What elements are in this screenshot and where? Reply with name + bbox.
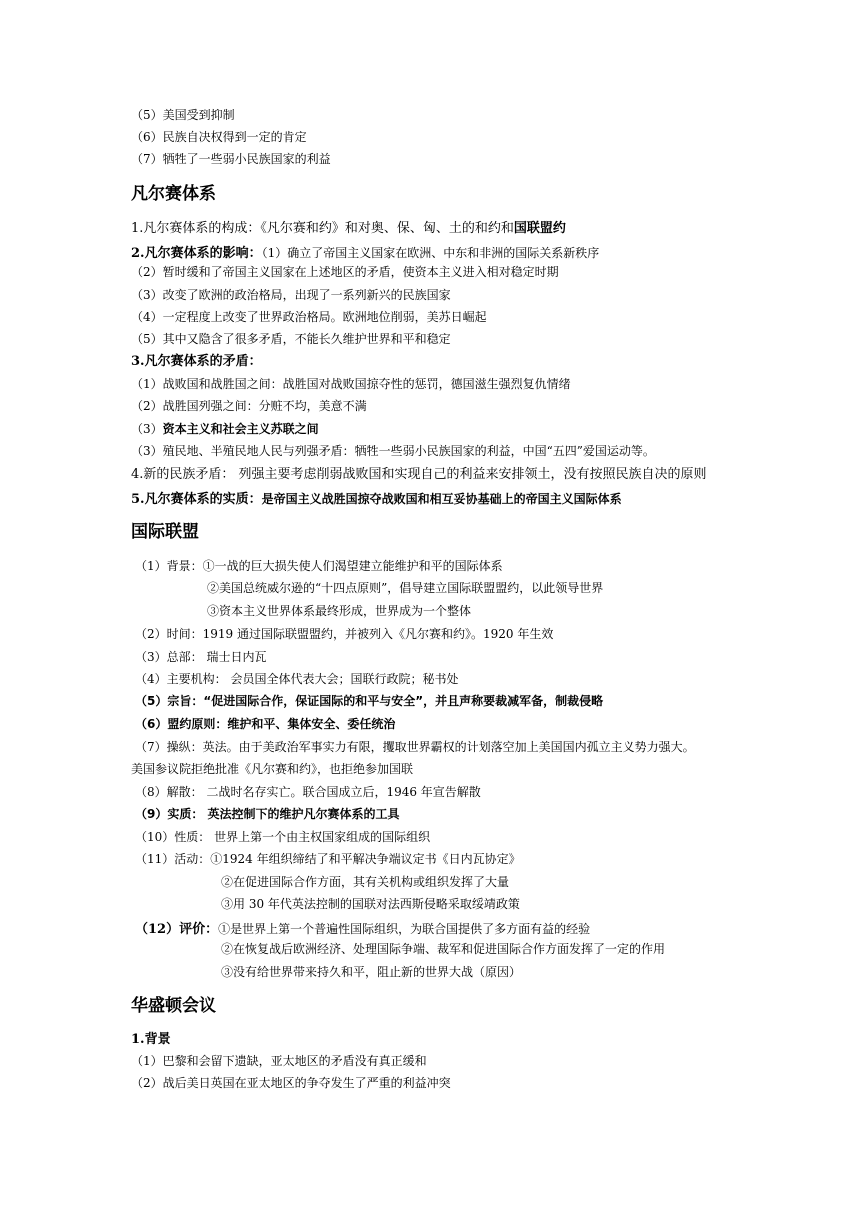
league-control-1: （7）操纵：英法。由于美政治军事实力有限，攫取世界霸权的计划落空加上美国国内孤立主义势力强大。 bbox=[135, 740, 695, 754]
league-dissolution: （8）解散： 二战时名存实亡。联合国成立后，1946 年宣告解散 bbox=[135, 785, 481, 799]
league-organs: （4）主要机构： 会员国全体代表大会；国联行政院；秘书处 bbox=[135, 672, 459, 686]
versailles-impact-2: （2）暂时缓和了帝国主义国家在上述地区的矛盾，使资本主义进入相对稳定时期 bbox=[131, 265, 559, 279]
versailles-essence-title: 5.凡尔赛体系的实质： bbox=[131, 492, 262, 507]
versailles-impact-5: （5）其中又隐含了很多矛盾，不能长久维护世界和平和稳定 bbox=[131, 332, 451, 346]
league-activity-3: ③用 30 年代英法控制的国联对法西斯侵略采取绥靖政策 bbox=[221, 897, 520, 911]
intro-item-5: （5）美国受到抑制 bbox=[131, 108, 235, 122]
league-activity-1: （11）活动：①1924 年组织缔结了和平解决争端议定书《日内瓦协定》 bbox=[135, 852, 521, 866]
league-evaluation-2: ②在恢复战后欧洲经济、处理国际争端、裁军和促进国际合作方面发挥了一定的作用 bbox=[221, 942, 666, 956]
versailles-new-conflict: 4.新的民族矛盾： 列强主要考虑削弱战败国和实现自己的利益来安排领土，没有按照民族自决的原则 bbox=[131, 467, 707, 482]
league-activity-2: ②在促进国际合作方面，其有关机构或组织发挥了大量 bbox=[221, 875, 510, 889]
versailles-composition-bold: 国联盟约 bbox=[513, 221, 566, 236]
versailles-impact-title: 2.凡尔赛体系的影响： bbox=[131, 246, 262, 261]
league-evaluation-1: ①是世界上第一个普遍性国际组织，为联合国提供了多方面有益的经验 bbox=[218, 922, 591, 936]
league-background-3: ③资本主义世界体系最终形成，世界成为一个整体 bbox=[207, 604, 472, 618]
versailles-contradiction-3-num: （3） bbox=[131, 422, 163, 436]
section-heading-versailles: 凡尔赛体系 bbox=[131, 184, 216, 204]
league-background-1: （1）背景：①一战的巨大损失使人们渴望建立能维护和平的国际体系 bbox=[135, 559, 503, 573]
versailles-contradiction-1: （1）战败国和战胜国之间：战胜国对战败国掠夺性的惩罚，德国滋生强烈复仇情绪 bbox=[131, 377, 571, 391]
versailles-impact-1: （1）确立了帝国主义国家在欧洲、中东和非洲的国际关系新秩序 bbox=[261, 246, 600, 260]
league-evaluation-title: （12）评价： bbox=[135, 922, 219, 937]
section-heading-league: 国际联盟 bbox=[131, 522, 199, 542]
league-control-2: 美国参议院拒绝批准《凡尔赛和约》，也拒绝参加国联 bbox=[131, 762, 414, 776]
league-time: （2）时间：1919 通过国际联盟盟约，并被列入《凡尔赛和约》。1920 年生效 bbox=[135, 627, 554, 641]
versailles-contradiction-3 bbox=[131, 423, 319, 435]
washington-background-1: （1）巴黎和会留下遗缺，亚太地区的矛盾没有真正缓和 bbox=[131, 1054, 427, 1068]
league-essence: （9）实质： 英法控制下的维护凡尔赛体系的工具 bbox=[135, 807, 400, 821]
versailles-composition-text: 1.凡尔赛体系的构成：《凡尔赛和约》和对奥、保、匈、土的和约和 bbox=[131, 221, 514, 236]
versailles-contradictions-title: 3.凡尔赛体系的矛盾： bbox=[131, 354, 262, 369]
versailles-contradiction-4: （3）殖民地、半殖民地人民与列强矛盾：牺牲一些弱小民族国家的利益，中国“五四”爱国运动等。 bbox=[131, 444, 655, 458]
league-evaluation bbox=[135, 920, 590, 936]
versailles-impact-4: （4）一定程度上改变了世界政治格局。欧洲地位削弱，美苏日崛起 bbox=[131, 310, 487, 324]
league-principle: （6）盟约原则：维护和平、集体安全、委任统治 bbox=[135, 717, 396, 731]
league-evaluation-3: ③没有给世界带来持久和平，阻止新的世界大战（原因） bbox=[221, 965, 522, 979]
league-aim: （5）宗旨：“促进国际合作，保证国际的和平与安全”，并且声称要裁减军备，制裁侵略 bbox=[135, 694, 604, 708]
league-headquarters: （3）总部： 瑞士日内瓦 bbox=[135, 650, 267, 664]
league-background-2: ②美国总统威尔逊的“十四点原则”，倡导建立国际联盟盟约，以此领导世界 bbox=[207, 581, 604, 595]
versailles-impact-3: （3）改变了欧洲的政治格局，出现了一系列新兴的民族国家 bbox=[131, 288, 451, 302]
intro-item-7: （7）牺牲了一些弱小民族国家的利益 bbox=[131, 152, 331, 166]
league-nature: （10）性质： 世界上第一个由主权国家组成的国际组织 bbox=[135, 830, 431, 844]
section-heading-washington: 华盛顿会议 bbox=[131, 996, 216, 1016]
washington-background-title: 1.背景 bbox=[131, 1032, 171, 1047]
versailles-composition bbox=[131, 222, 566, 235]
versailles-impact bbox=[131, 244, 599, 260]
versailles-essence bbox=[131, 490, 622, 506]
washington-background-2: （2）战后美日英国在亚太地区的争夺发生了严重的利益冲突 bbox=[131, 1076, 451, 1090]
versailles-essence-text: 是帝国主义战胜国掠夺战败国和相互妥协基础上的帝国主义国际体系 bbox=[261, 492, 622, 506]
versailles-contradiction-3-text: 资本主义和社会主义苏联之间 bbox=[162, 422, 319, 436]
versailles-contradiction-2: （2）战胜国列强之间：分赃不均，美意不满 bbox=[131, 399, 367, 413]
intro-item-6: （6）民族自决权得到一定的肯定 bbox=[131, 130, 307, 144]
